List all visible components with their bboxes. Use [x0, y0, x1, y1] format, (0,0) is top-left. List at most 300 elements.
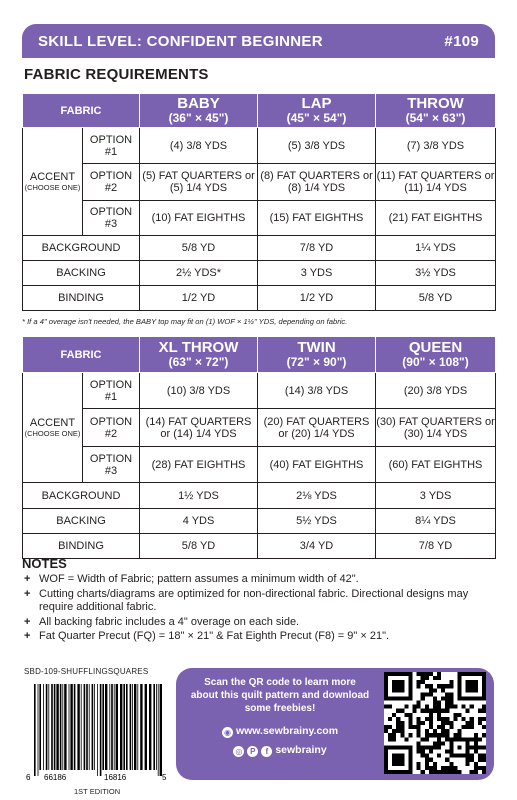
qr-module — [437, 733, 441, 737]
qr-module — [470, 705, 474, 709]
social-handle[interactable]: sewbrainy — [275, 744, 327, 756]
qr-module — [417, 680, 421, 684]
social-line — [190, 744, 370, 757]
table-cell: 5/8 YD — [140, 534, 258, 559]
qr-module — [388, 733, 392, 737]
row-label: BINDING — [23, 534, 140, 559]
qr-module — [453, 717, 457, 721]
website-line — [190, 725, 370, 738]
qr-module — [429, 692, 433, 696]
qr-module — [453, 766, 457, 770]
qr-module — [417, 705, 421, 709]
barcode-bar — [111, 684, 113, 770]
product-sku: SBD-109-SHUFFLINGSQUARES — [24, 667, 149, 676]
qr-module — [466, 725, 470, 729]
qr-module — [445, 770, 449, 774]
barcode-bar — [102, 684, 104, 770]
qr-module — [425, 758, 429, 762]
qr-module — [425, 692, 429, 696]
size-header — [258, 337, 376, 373]
qr-module — [445, 721, 449, 725]
qr-module — [474, 741, 478, 745]
upc-barcode — [22, 680, 172, 784]
qr-module — [421, 737, 425, 741]
qr-module — [474, 745, 478, 749]
fabric-header: FABRIC — [23, 337, 140, 373]
qr-module — [457, 729, 461, 733]
barcode-bar — [43, 684, 44, 770]
qr-module — [433, 688, 437, 692]
qr-module — [421, 709, 425, 713]
qr-module — [433, 696, 437, 700]
accent-label: ACCENT — [29, 171, 76, 183]
skill-level-banner — [22, 24, 495, 58]
qr-module — [388, 737, 392, 741]
qr-module — [408, 733, 412, 737]
barcode-bar — [77, 684, 79, 770]
qr-module — [474, 733, 478, 737]
qr-module — [441, 729, 445, 733]
size-dimensions: (45" × 54") — [286, 111, 347, 125]
row-label: BACKING — [23, 509, 140, 534]
qr-module — [396, 709, 400, 713]
qr-module — [482, 745, 486, 749]
barcode-bar — [123, 684, 125, 770]
fabric-header: FABRIC — [23, 94, 140, 128]
row-label: BACKGROUND — [23, 483, 140, 509]
qr-module — [417, 701, 421, 705]
qr-module — [462, 705, 466, 709]
qr-module — [449, 705, 453, 709]
qr-module — [392, 754, 404, 766]
barcode-bar — [38, 684, 39, 776]
barcode-bar — [140, 684, 142, 770]
qr-module — [437, 725, 441, 729]
note-item — [22, 573, 502, 587]
barcode-bar — [149, 684, 151, 770]
qr-module — [396, 729, 400, 733]
qr-module — [449, 721, 453, 725]
plus-icon: + — [24, 587, 31, 600]
barcode-bar — [132, 684, 133, 770]
facebook-icon: f — [261, 746, 272, 757]
barcode-bar — [156, 684, 157, 770]
qr-module — [437, 684, 441, 688]
barcode-bar — [46, 684, 48, 770]
qr-module — [417, 762, 421, 766]
qr-module — [466, 721, 470, 725]
size-dimensions: (72" × 90") — [286, 355, 347, 369]
qr-module — [449, 725, 453, 729]
size-dimensions: (90" × 108") — [402, 355, 469, 369]
table-cell: (21) FAT EIGHTHS — [376, 201, 496, 236]
qr-module — [453, 733, 457, 737]
qr-module — [429, 745, 433, 749]
qr-module — [425, 754, 429, 758]
pattern-number: #109 — [444, 32, 479, 50]
table-cell: 1¼ YDS — [376, 236, 496, 261]
qr-module — [482, 709, 486, 713]
qr-module — [388, 705, 392, 709]
qr-code[interactable] — [384, 672, 486, 774]
qr-module — [429, 758, 433, 762]
qr-module — [392, 713, 396, 717]
qr-module — [470, 721, 474, 725]
barcode-bar — [134, 684, 136, 770]
note-item — [22, 588, 502, 615]
table-cell: 7/8 YD — [258, 236, 376, 261]
qr-module — [425, 762, 429, 766]
qr-module — [445, 717, 449, 721]
barcode-bar — [160, 684, 162, 776]
qr-module — [441, 725, 445, 729]
qr-module — [441, 766, 445, 770]
barcode-bar — [158, 684, 159, 776]
qr-module — [437, 672, 441, 676]
size-header — [376, 337, 496, 373]
qr-module — [437, 737, 441, 741]
size-name: THROW — [407, 95, 464, 112]
table-cell: 3/4 YD — [258, 534, 376, 559]
qr-module — [433, 676, 437, 680]
table-cell: (10) FAT EIGHTHS — [140, 201, 258, 236]
barcode-bar — [105, 684, 107, 770]
option-label: OPTION #2 — [83, 409, 140, 447]
table-cell: (30) FAT QUARTERS or (30) 1/4 YDS — [376, 409, 496, 447]
size-name: QUEEN — [408, 339, 463, 356]
qr-module — [478, 758, 482, 762]
barcode-bar — [145, 684, 147, 770]
qr-module — [433, 745, 437, 749]
qr-module — [445, 684, 449, 688]
table-cell: (40) FAT EIGHTHS — [258, 447, 376, 483]
qr-module — [482, 725, 486, 729]
size-dimensions: (63" × 72") — [168, 355, 229, 369]
website-link[interactable]: www.sewbrainy.com — [235, 725, 339, 737]
qr-module — [466, 762, 470, 766]
qr-module — [445, 737, 449, 741]
qr-module — [384, 705, 388, 709]
qr-module — [453, 705, 457, 709]
option-label: OPTION #1 — [83, 373, 140, 409]
table-cell: (15) FAT EIGHTHS — [258, 201, 376, 236]
qr-module — [441, 733, 445, 737]
notes-list — [22, 573, 502, 645]
barcode-bar — [94, 684, 95, 770]
qr-module — [425, 709, 429, 713]
qr-module — [445, 758, 449, 762]
qr-module — [437, 770, 441, 774]
pinterest-icon: P — [247, 746, 258, 757]
qr-module — [396, 717, 400, 721]
qr-module — [470, 737, 474, 741]
barcode-bar — [34, 684, 36, 776]
qr-module — [433, 766, 437, 770]
size-header — [258, 94, 376, 128]
qr-module — [470, 745, 474, 749]
qr-module — [421, 680, 425, 684]
barcode-bar — [51, 684, 53, 770]
qr-module — [457, 770, 461, 774]
barcode-bar — [60, 684, 62, 770]
qr-module — [449, 701, 453, 705]
qr-module — [441, 717, 445, 721]
qr-module — [437, 705, 441, 709]
qr-module — [482, 758, 486, 762]
qr-module — [478, 766, 482, 770]
barcode-bar — [100, 684, 102, 776]
note-text: Cutting charts/diagrams are optimized for non-directional fabric. Directional designs may require additional fabric. — [39, 587, 469, 613]
qr-module — [396, 721, 400, 725]
table-cell: 1/2 YD — [140, 286, 258, 311]
qr-module — [408, 721, 412, 725]
qr-module — [437, 676, 441, 680]
qr-module — [433, 762, 437, 766]
qr-module — [437, 754, 441, 758]
barcode-bar — [81, 684, 82, 770]
qr-module — [392, 737, 396, 741]
qr-module — [449, 680, 453, 684]
qr-module — [408, 717, 412, 721]
table-cell: (4) 3/8 YDS — [140, 128, 258, 164]
qr-module — [437, 713, 441, 717]
qr-module — [441, 770, 445, 774]
qr-module — [404, 713, 408, 717]
qr-module — [421, 770, 425, 774]
qr-module — [457, 745, 461, 749]
qr-module — [417, 684, 421, 688]
qr-module — [437, 745, 441, 749]
barcode-bar — [62, 684, 63, 770]
option-label: OPTION #2 — [83, 164, 140, 201]
qr-module — [437, 717, 441, 721]
qr-module — [466, 709, 470, 713]
barcode-digit-right: 5 — [162, 773, 167, 782]
row-label: BACKING — [23, 261, 140, 286]
barcode-digit-left: 6 — [26, 773, 31, 782]
qr-module — [441, 709, 445, 713]
qr-module — [404, 705, 408, 709]
qr-module — [478, 754, 482, 758]
barcode-bar — [56, 684, 58, 770]
size-header — [140, 337, 258, 373]
barcode-digits-group1: 66186 — [44, 773, 67, 782]
row-label: BACKGROUND — [23, 236, 140, 261]
qr-module — [445, 696, 449, 700]
qr-module — [441, 688, 445, 692]
table-cell: (7) 3/8 YDS — [376, 128, 496, 164]
qr-module — [437, 741, 441, 745]
barcode-bar — [84, 684, 86, 770]
qr-module — [400, 709, 404, 713]
qr-module — [445, 692, 449, 696]
barcode-bar — [130, 684, 132, 770]
qr-module — [482, 717, 486, 721]
table-cell: 3½ YDS — [376, 261, 496, 286]
qr-module — [392, 680, 404, 692]
qr-module — [408, 713, 412, 717]
table-cell: 3 YDS — [258, 261, 376, 286]
qr-module — [449, 766, 453, 770]
baby-size-footnote: * If a 4" overage isn't needed, the BABY top may fit on (1) WOF × 1½" YDS, depending on fabric. — [22, 317, 348, 326]
qr-module — [388, 717, 392, 721]
qr-module — [474, 766, 478, 770]
qr-module — [437, 701, 441, 705]
option-label: OPTION #3 — [83, 447, 140, 483]
accent-label: ACCENT — [29, 417, 76, 429]
table-cell: (14) 3/8 YDS — [258, 373, 376, 409]
barcode-bar — [114, 684, 115, 770]
qr-module — [433, 770, 437, 774]
table-cell: (11) FAT QUARTERS or (11) 1/4 YDS — [376, 164, 496, 201]
fabric-requirements-title: FABRIC REQUIREMENTS — [24, 66, 209, 83]
globe-icon: ◉ — [222, 727, 233, 738]
qr-module — [425, 766, 429, 770]
qr-module — [433, 741, 437, 745]
qr-module — [429, 733, 433, 737]
table-cell: (5) FAT QUARTERS or (5) 1/4 YDS — [140, 164, 258, 201]
notes-title: NOTES — [22, 556, 67, 571]
qr-module — [400, 721, 404, 725]
size-name: XL THROW — [158, 339, 239, 356]
qr-module — [413, 705, 417, 709]
table-cell: (5) 3/8 YDS — [258, 128, 376, 164]
barcode-bar — [39, 684, 41, 770]
qr-module — [425, 737, 429, 741]
table-cell: 1/2 YD — [258, 286, 376, 311]
accent-sublabel: (CHOOSE ONE) — [24, 429, 81, 438]
table-cell: 1½ YDS — [140, 483, 258, 509]
qr-module — [417, 717, 421, 721]
barcode-bar — [92, 684, 94, 770]
size-dimensions: (54" × 63") — [405, 111, 466, 125]
qr-module — [417, 721, 421, 725]
qr-module — [433, 701, 437, 705]
qr-module — [433, 705, 437, 709]
qr-module — [470, 754, 474, 758]
qr-module — [392, 729, 396, 733]
qr-module — [449, 684, 453, 688]
qr-module — [413, 709, 417, 713]
qr-module — [421, 745, 425, 749]
qr-module — [437, 709, 441, 713]
barcode-bar — [70, 684, 72, 770]
qr-module — [433, 709, 437, 713]
qr-module — [453, 713, 457, 717]
qr-module — [396, 725, 400, 729]
qr-module — [433, 729, 437, 733]
qr-module — [417, 725, 421, 729]
qr-module — [421, 721, 425, 725]
qr-module — [417, 729, 421, 733]
qr-module — [449, 770, 453, 774]
qr-module — [417, 741, 421, 745]
row-label: BINDING — [23, 286, 140, 311]
skill-level-text: SKILL LEVEL: CONFIDENT BEGINNER — [38, 32, 323, 50]
qr-module — [429, 750, 433, 754]
barcode-bar — [126, 684, 128, 770]
qr-module — [482, 754, 486, 758]
qr-module — [417, 766, 421, 770]
qr-module — [457, 713, 461, 717]
qr-module — [474, 750, 478, 754]
qr-module — [417, 733, 421, 737]
barcode-bar — [86, 684, 88, 770]
plus-icon: + — [24, 630, 31, 642]
qr-module — [441, 741, 445, 745]
barcode-bar — [120, 684, 122, 770]
barcode-digits-group2: 16816 — [104, 773, 127, 782]
qr-module — [421, 750, 425, 754]
instagram-icon: ◎ — [233, 746, 244, 757]
qr-module — [404, 737, 408, 741]
barcode-bar — [69, 684, 70, 770]
qr-module — [445, 701, 449, 705]
size-name: TWIN — [297, 339, 336, 356]
qr-module — [433, 733, 437, 737]
table-cell: 5½ YDS — [258, 509, 376, 534]
qr-module — [421, 754, 425, 758]
qr-module — [441, 684, 445, 688]
qr-module — [408, 725, 412, 729]
qr-module — [425, 745, 429, 749]
qr-module — [421, 696, 425, 700]
qr-module — [421, 676, 425, 680]
table-cell: 3 YDS — [376, 483, 496, 509]
qr-module — [388, 725, 392, 729]
size-header — [140, 94, 258, 128]
plus-icon: + — [24, 615, 31, 628]
size-name: LAP — [301, 95, 332, 112]
qr-module — [384, 725, 388, 729]
qr-module — [453, 770, 457, 774]
barcode-bar — [64, 684, 66, 770]
barcode-bar — [54, 684, 56, 770]
qr-module — [417, 745, 421, 749]
edition-label: 1ST EDITION — [74, 787, 121, 796]
qr-module — [429, 672, 433, 676]
qr-module — [413, 725, 417, 729]
qr-module — [425, 733, 429, 737]
qr-module — [462, 725, 466, 729]
note-text: Fat Quarter Precut (FQ) = 18" × 21" & Fat Eighth Precut (F8) = 9" × 21". — [39, 630, 390, 642]
table-cell: 5/8 YD — [376, 286, 496, 311]
qr-module — [449, 762, 453, 766]
qr-module — [445, 709, 449, 713]
qr-module — [482, 733, 486, 737]
qr-module — [400, 725, 404, 729]
table-cell: 7/8 YD — [376, 534, 496, 559]
qr-module — [466, 758, 470, 762]
barcode-bar — [97, 684, 98, 776]
size-dimensions: (36" × 45") — [168, 111, 229, 125]
qr-module — [392, 733, 396, 737]
qr-module — [478, 721, 482, 725]
qr-module — [425, 705, 429, 709]
qr-module — [429, 713, 433, 717]
qr-module — [429, 766, 433, 770]
table-cell: (20) FAT QUARTERS or (20) 1/4 YDS — [258, 409, 376, 447]
qr-module — [470, 758, 474, 762]
qr-module — [429, 717, 433, 721]
qr-module — [421, 692, 425, 696]
table-cell: (14) FAT QUARTERS or (14) 1/4 YDS — [140, 409, 258, 447]
table-cell: 5/8 YD — [140, 236, 258, 261]
barcode-bar — [109, 684, 110, 770]
qr-module — [400, 729, 404, 733]
qr-module — [478, 737, 482, 741]
qr-module — [470, 717, 474, 721]
